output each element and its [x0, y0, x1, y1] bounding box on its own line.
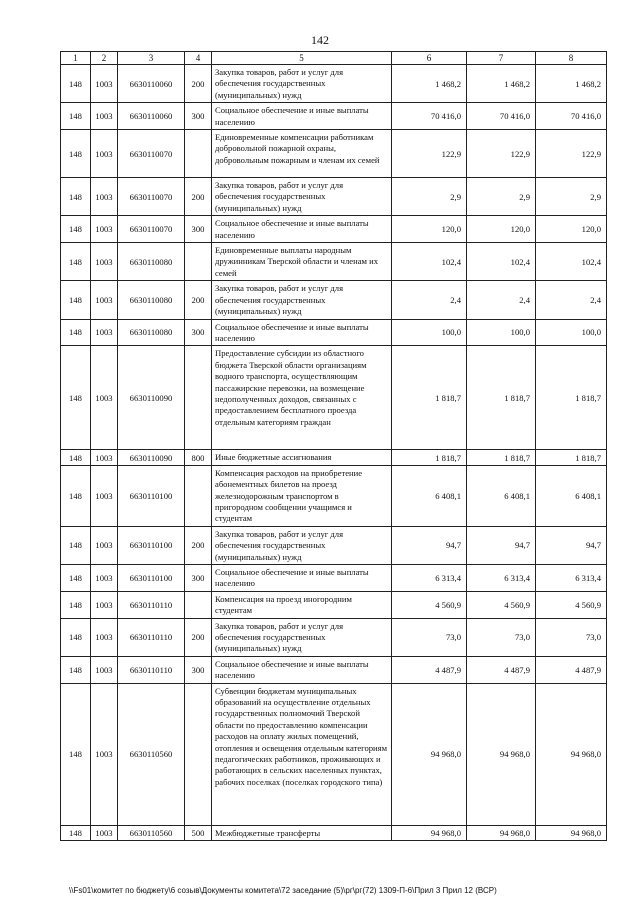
- amount-year-2: 70 416,0: [467, 103, 536, 130]
- chapter-code: 148: [61, 346, 91, 450]
- amount-year-1: 94,7: [392, 526, 467, 564]
- expense-type-code: 300: [185, 319, 212, 346]
- target-article-code: 6630110080: [118, 319, 185, 346]
- target-article-code: 6630110110: [118, 591, 185, 618]
- amount-year-3: 1 818,7: [536, 450, 607, 465]
- table-row: [61, 465, 607, 526]
- expense-description: Единовременные компенсации работникам добровольной пожарной охраны, добровольным пожарным и членам их семей: [212, 130, 392, 178]
- table-body: [61, 65, 607, 841]
- expense-type-code: [185, 346, 212, 450]
- column-number: 3: [118, 52, 185, 65]
- amount-year-1: 102,4: [392, 243, 467, 281]
- amount-year-1: 73,0: [392, 618, 467, 656]
- amount-year-3: 120,0: [536, 216, 607, 243]
- amount-year-1: 1 468,2: [392, 65, 467, 103]
- expense-description: Закупка товаров, работ и услуг для обеспечения государственных (муниципальных) нужд: [212, 65, 392, 103]
- table-row: [61, 683, 607, 825]
- expense-type-code: 300: [185, 103, 212, 130]
- target-article-code: 6630110080: [118, 243, 185, 281]
- amount-year-2: 122,9: [467, 130, 536, 178]
- amount-year-2: 1 818,7: [467, 346, 536, 450]
- amount-year-1: 4 487,9: [392, 656, 467, 683]
- amount-year-1: 2,9: [392, 178, 467, 216]
- section-code: 1003: [91, 243, 118, 281]
- amount-year-1: 4 560,9: [392, 591, 467, 618]
- budget-table: [60, 51, 607, 841]
- table-row: [61, 825, 607, 840]
- amount-year-2: 94 968,0: [467, 825, 536, 840]
- expense-type-code: 300: [185, 216, 212, 243]
- target-article-code: 6630110560: [118, 825, 185, 840]
- amount-year-3: 73,0: [536, 618, 607, 656]
- section-code: 1003: [91, 656, 118, 683]
- chapter-code: 148: [61, 465, 91, 526]
- table-row: [61, 103, 607, 130]
- amount-year-3: 70 416,0: [536, 103, 607, 130]
- amount-year-2: 120,0: [467, 216, 536, 243]
- target-article-code: 6630110560: [118, 683, 185, 825]
- expense-type-code: 200: [185, 281, 212, 319]
- chapter-code: 148: [61, 130, 91, 178]
- file-path-footer: \\Fs01\комитет по бюджету\6 созыв\Документы комитета\72 заседание (5)\рг\рг(72) 1309-П-6\Прил 3 Прил 12 (ВСР): [69, 886, 497, 895]
- section-code: 1003: [91, 591, 118, 618]
- expense-description: Социальное обеспечение и иные выплаты населению: [212, 216, 392, 243]
- amount-year-1: 120,0: [392, 216, 467, 243]
- section-code: 1003: [91, 346, 118, 450]
- expense-description: Иные бюджетные ассигнования: [212, 450, 392, 465]
- amount-year-1: 2,4: [392, 281, 467, 319]
- expense-type-code: 500: [185, 825, 212, 840]
- chapter-code: 148: [61, 564, 91, 591]
- amount-year-2: 100,0: [467, 319, 536, 346]
- column-number: 4: [185, 52, 212, 65]
- column-number-row: [61, 52, 607, 65]
- chapter-code: 148: [61, 618, 91, 656]
- amount-year-3: 94,7: [536, 526, 607, 564]
- chapter-code: 148: [61, 243, 91, 281]
- column-number: 8: [536, 52, 607, 65]
- amount-year-2: 94,7: [467, 526, 536, 564]
- target-article-code: 6630110080: [118, 281, 185, 319]
- target-article-code: 6630110070: [118, 130, 185, 178]
- table-row: [61, 526, 607, 564]
- target-article-code: 6630110060: [118, 65, 185, 103]
- target-article-code: 6630110070: [118, 216, 185, 243]
- chapter-code: 148: [61, 683, 91, 825]
- amount-year-1: 122,9: [392, 130, 467, 178]
- target-article-code: 6630110100: [118, 564, 185, 591]
- section-code: 1003: [91, 618, 118, 656]
- amount-year-2: 2,4: [467, 281, 536, 319]
- expense-type-code: 800: [185, 450, 212, 465]
- target-article-code: 6630110110: [118, 618, 185, 656]
- table-row: [61, 243, 607, 281]
- table-row: [61, 656, 607, 683]
- amount-year-2: 6 408,1: [467, 465, 536, 526]
- expense-type-code: [185, 683, 212, 825]
- amount-year-1: 1 818,7: [392, 346, 467, 450]
- target-article-code: 6630110100: [118, 526, 185, 564]
- section-code: 1003: [91, 281, 118, 319]
- expense-description: Единовременные выплаты народным дружинникам Тверской области и членам их семей: [212, 243, 392, 281]
- amount-year-1: 94 968,0: [392, 683, 467, 825]
- amount-year-1: 6 408,1: [392, 465, 467, 526]
- amount-year-2: 1 818,7: [467, 450, 536, 465]
- section-code: 1003: [91, 465, 118, 526]
- expense-description: Социальное обеспечение и иные выплаты населению: [212, 319, 392, 346]
- table-row: [61, 281, 607, 319]
- target-article-code: 6630110110: [118, 656, 185, 683]
- table-row: [61, 65, 607, 103]
- expense-description: Межбюджетные трансферты: [212, 825, 392, 840]
- amount-year-2: 102,4: [467, 243, 536, 281]
- amount-year-2: 4 560,9: [467, 591, 536, 618]
- amount-year-1: 100,0: [392, 319, 467, 346]
- amount-year-2: 73,0: [467, 618, 536, 656]
- chapter-code: 148: [61, 656, 91, 683]
- section-code: 1003: [91, 178, 118, 216]
- target-article-code: 6630110100: [118, 465, 185, 526]
- expense-description: Закупка товаров, работ и услуг для обеспечения государственных (муниципальных) нужд: [212, 178, 392, 216]
- table-row: [61, 450, 607, 465]
- table-row: [61, 130, 607, 178]
- page-number: 142: [311, 33, 329, 47]
- table-row: [61, 618, 607, 656]
- section-code: 1003: [91, 526, 118, 564]
- amount-year-3: 122,9: [536, 130, 607, 178]
- amount-year-3: 102,4: [536, 243, 607, 281]
- amount-year-1: 70 416,0: [392, 103, 467, 130]
- target-article-code: 6630110070: [118, 178, 185, 216]
- table-row: [61, 564, 607, 591]
- amount-year-1: 1 818,7: [392, 450, 467, 465]
- section-code: 1003: [91, 319, 118, 346]
- section-code: 1003: [91, 683, 118, 825]
- table-row: [61, 346, 607, 450]
- expense-type-code: [185, 465, 212, 526]
- expense-type-code: [185, 130, 212, 178]
- section-code: 1003: [91, 103, 118, 130]
- amount-year-3: 1 818,7: [536, 346, 607, 450]
- expense-type-code: 200: [185, 618, 212, 656]
- section-code: 1003: [91, 65, 118, 103]
- amount-year-3: 94 968,0: [536, 825, 607, 840]
- amount-year-3: 2,4: [536, 281, 607, 319]
- amount-year-3: 100,0: [536, 319, 607, 346]
- amount-year-1: 94 968,0: [392, 825, 467, 840]
- amount-year-3: 94 968,0: [536, 683, 607, 825]
- expense-type-code: 200: [185, 65, 212, 103]
- chapter-code: 148: [61, 526, 91, 564]
- chapter-code: 148: [61, 216, 91, 243]
- amount-year-1: 6 313,4: [392, 564, 467, 591]
- amount-year-2: 4 487,9: [467, 656, 536, 683]
- amount-year-3: 6 408,1: [536, 465, 607, 526]
- expense-type-code: 300: [185, 564, 212, 591]
- chapter-code: 148: [61, 591, 91, 618]
- expense-description: Социальное обеспечение и иные выплаты населению: [212, 103, 392, 130]
- column-number: 6: [392, 52, 467, 65]
- amount-year-2: 2,9: [467, 178, 536, 216]
- amount-year-3: 4 560,9: [536, 591, 607, 618]
- section-code: 1003: [91, 564, 118, 591]
- expense-type-code: [185, 591, 212, 618]
- table-row: [61, 319, 607, 346]
- section-code: 1003: [91, 130, 118, 178]
- chapter-code: 148: [61, 450, 91, 465]
- section-code: 1003: [91, 450, 118, 465]
- table-row: [61, 216, 607, 243]
- target-article-code: 6630110060: [118, 103, 185, 130]
- expense-description: Закупка товаров, работ и услуг для обеспечения государственных (муниципальных) нужд: [212, 618, 392, 656]
- expense-description: Предоставление субсидии из областного бюджета Тверской области организациям водного транспорта, осуществляющим пассажирские перевозки, на возмещение недополученных доходов, связанных с предоставлением бесплатного проезда отдельным категориям граждан: [212, 346, 392, 450]
- chapter-code: 148: [61, 65, 91, 103]
- section-code: 1003: [91, 216, 118, 243]
- amount-year-3: 6 313,4: [536, 564, 607, 591]
- amount-year-2: 6 313,4: [467, 564, 536, 591]
- expense-type-code: [185, 243, 212, 281]
- target-article-code: 6630110090: [118, 346, 185, 450]
- target-article-code: 6630110090: [118, 450, 185, 465]
- table-row: [61, 178, 607, 216]
- expense-description: Закупка товаров, работ и услуг для обеспечения государственных (муниципальных) нужд: [212, 526, 392, 564]
- expense-type-code: 200: [185, 526, 212, 564]
- chapter-code: 148: [61, 319, 91, 346]
- expense-description: Компенсация на проезд иногородним студентам: [212, 591, 392, 618]
- chapter-code: 148: [61, 281, 91, 319]
- expense-description: Социальное обеспечение и иные выплаты населению: [212, 656, 392, 683]
- expense-description: Субвенции бюджетам муниципальных образований на осуществление отдельных государственных полномочий Тверской области по предоставлению компенсации расходов на оплату жилых помещений, отопления и освещения отдельным категориям педагогических работников, проживающих и работающих в сельских населенных пунктах, рабочих поселках (поселках городского типа): [212, 683, 392, 825]
- column-number: 2: [91, 52, 118, 65]
- chapter-code: 148: [61, 825, 91, 840]
- column-number: 7: [467, 52, 536, 65]
- expense-description: Социальное обеспечение и иные выплаты населению: [212, 564, 392, 591]
- expense-description: Компенсация расходов на приобретение абонементных билетов на проезд железнодорожным транспортом в пригородном сообщении учащимся и студентам: [212, 465, 392, 526]
- amount-year-3: 2,9: [536, 178, 607, 216]
- amount-year-2: 1 468,2: [467, 65, 536, 103]
- table-row: [61, 591, 607, 618]
- amount-year-2: 94 968,0: [467, 683, 536, 825]
- expense-description: Закупка товаров, работ и услуг для обеспечения государственных (муниципальных) нужд: [212, 281, 392, 319]
- column-number: 1: [61, 52, 91, 65]
- section-code: 1003: [91, 825, 118, 840]
- chapter-code: 148: [61, 103, 91, 130]
- chapter-code: 148: [61, 178, 91, 216]
- column-number: 5: [212, 52, 392, 65]
- amount-year-3: 4 487,9: [536, 656, 607, 683]
- expense-type-code: 200: [185, 178, 212, 216]
- expense-type-code: 300: [185, 656, 212, 683]
- amount-year-3: 1 468,2: [536, 65, 607, 103]
